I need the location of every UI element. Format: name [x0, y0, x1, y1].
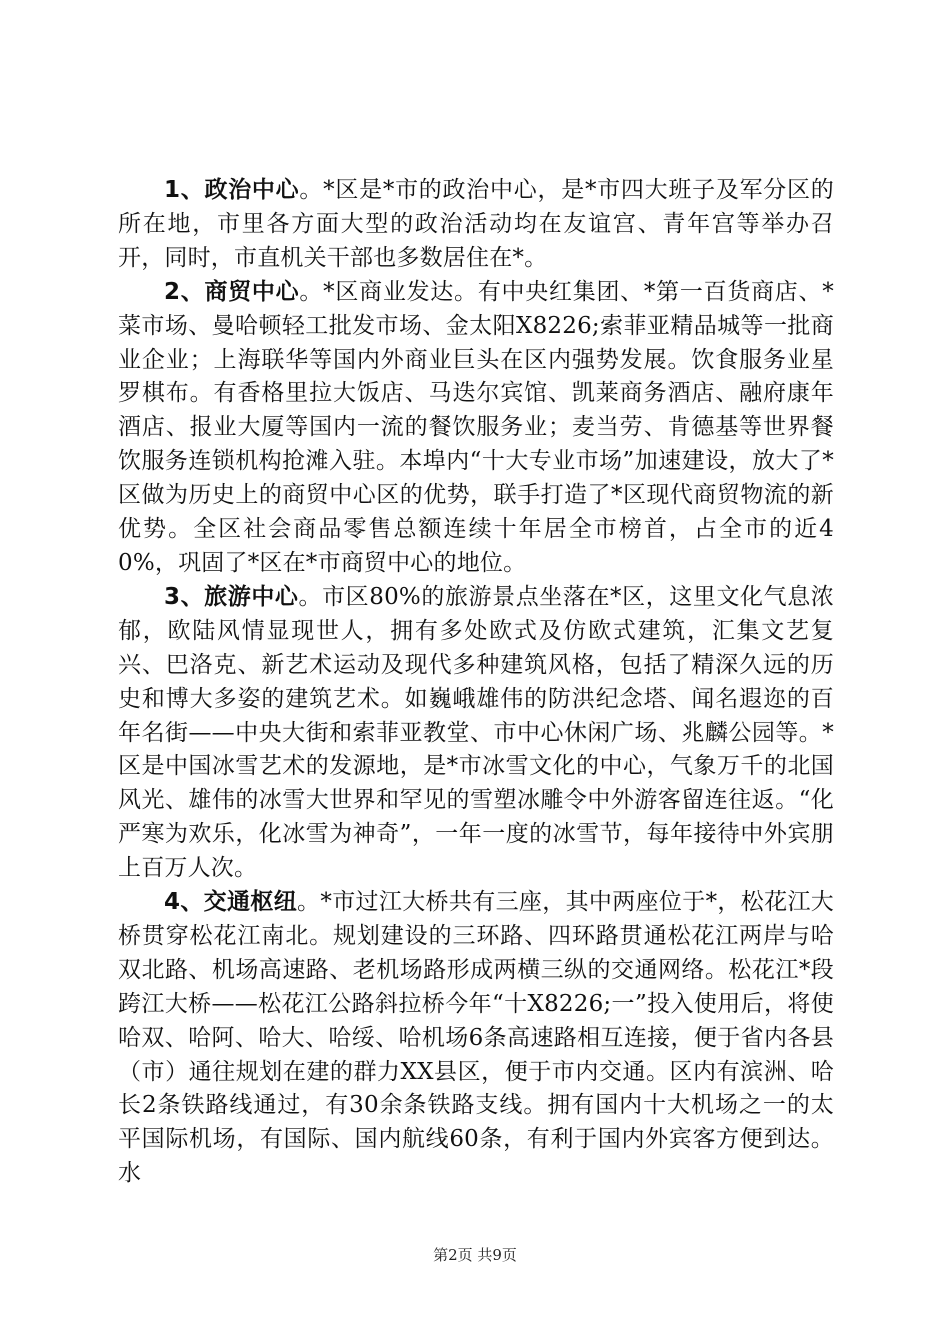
paragraph-tourism-center — [118, 581, 834, 886]
paragraph-text: 。市区80%的旅游景点坐落在*区，这里文化气息浓郁，欧陆风情显现世人，拥有多处欧式及仿欧式建筑，汇集文艺复兴、巴洛克、新艺术运动及现代多种建筑风格，包括了精深久远的历史和博大多姿的建筑艺术。如巍峨雄伟的防洪纪念塔、闻名遐迩的百年名街——中央大街和索菲亚教堂、市中心休闲广场、兆麟公园等。*区是中国冰雪艺术的发源地，是*市冰雪文化的中心，气象万千的北国风光、雄伟的冰雪大世界和罕见的雪塑冰雕令中外游客留连往返。“化严寒为欢乐，化冰雪为神奇”，一年一度的冰雪节，每年接待中外宾朋上百万人次。 — [118, 583, 834, 882]
paragraph-transport-hub — [118, 886, 834, 1191]
document-body — [118, 174, 834, 1191]
paragraph-political-center — [118, 174, 834, 276]
paragraph-text: 。*区商业发达。有中央红集团、*第一百货商店、*菜市场、曼哈顿轻工批发市场、金太阳X8226;索菲亚精品城等一批商业企业；上海联华等国内外商业巨头在区内强势发展。饮食服务业星罗棋布。有香格里拉大饭店、马迭尔宾馆、凯莱商务酒店、融府康年酒店、报业大厦等国内一流的餐饮服务业；麦当劳、肯德基等世界餐饮服务连锁机构抢滩入驻。本埠内“十大专业市场”加速建设，放大了*区做为历史上的商贸中心区的优势，联手打造了*区现代商贸物流的新优势。全区社会商品零售总额连续十年居全市榜首，占全市的近40%，巩固了*区在*市商贸中心的地位。 — [118, 278, 834, 576]
page-number-footer: 第2页 共9页 — [433, 1246, 517, 1264]
paragraph-heading: 1、政治中心 — [164, 177, 300, 203]
paragraph-text: 。*区是*市的政治中心，是*市四大班子及军分区的所在地，市里各方面大型的政治活动均在友谊宫、青年宫等举办召开，同时，市直机关干部也多数居住在*。 — [118, 177, 834, 271]
paragraph-heading: 3、旅游中心 — [164, 583, 299, 610]
paragraph-commerce-center — [118, 276, 834, 581]
paragraph-heading: 4、交通枢纽 — [164, 889, 298, 916]
paragraph-heading: 2、商贸中心 — [164, 278, 300, 305]
paragraph-text: 。*市过江大桥共有三座，其中两座位于*，松花江大桥贯穿松花江南北。规划建设的三环路、四环路贯通松花江两岸与哈双北路、机场高速路、老机场路形成两横三纵的交通网络。松花江*段跨江大桥——松花江公路斜拉桥今年“十X8226;一”投入使用后，将使哈双、哈阿、哈大、哈绥、哈机场6条高速路相互连接，便于省内各县（市）通往规划在建的群力XX县区，便于市内交通。区内有滨洲、哈长2条铁路线通过，有30余条铁路支线。拥有国内十大机场之一的太平国际机场，有国际、国内航线60条，有利于国内外宾客方便到达。水 — [118, 889, 834, 1187]
